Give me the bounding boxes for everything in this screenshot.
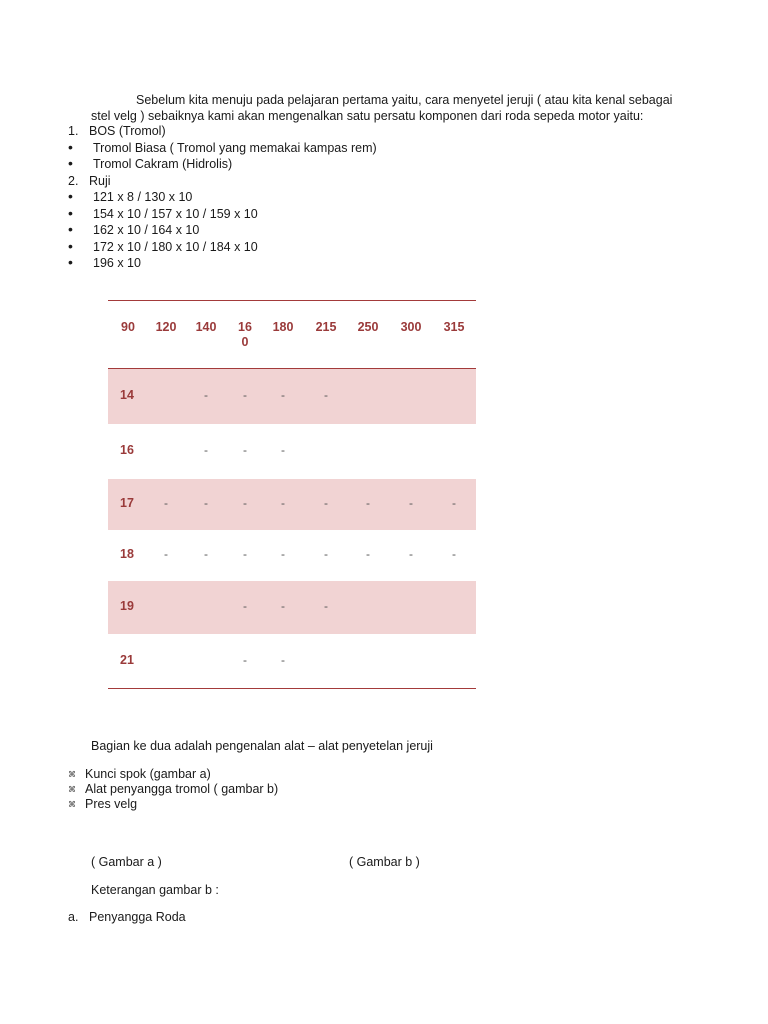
- bullet-icon: •: [68, 221, 73, 237]
- list-item-text: Ruji: [89, 173, 111, 188]
- table-row-label: 21: [120, 653, 134, 667]
- table-cell: -: [243, 653, 247, 667]
- table-cell: -: [281, 599, 285, 613]
- table-cell: -: [204, 443, 208, 457]
- list-item-text: 162 x 10 / 164 x 10: [93, 223, 200, 237]
- table-row: [108, 530, 476, 580]
- table-header-cell: 90: [121, 320, 135, 334]
- keterangan-heading: Keterangan gambar b :: [91, 883, 219, 897]
- table-row-label: 14: [120, 388, 134, 402]
- list-number: 2.: [68, 173, 79, 188]
- table-row: [108, 634, 476, 688]
- list-item-text: Tromol Cakram (Hidrolis): [93, 157, 233, 171]
- keterangan-item-mark: a.: [68, 910, 79, 924]
- table-cell: -: [281, 653, 285, 667]
- table-cell: -: [281, 443, 285, 457]
- table-cell: -: [452, 496, 456, 510]
- table-cell: -: [324, 496, 328, 510]
- table-header-cell: 16 0: [238, 320, 252, 349]
- table-cell: -: [281, 388, 285, 402]
- section-2-heading: Bagian ke dua adalah pengenalan alat – alat penyetelan jeruji: [91, 739, 433, 753]
- table-cell: -: [204, 496, 208, 510]
- list-item-text: Tromol Biasa ( Tromol yang memakai kampas rem): [93, 140, 377, 155]
- table-header-cell: 180: [272, 320, 294, 334]
- table-cell: -: [452, 547, 456, 561]
- tool-item-text: Alat penyangga tromol ( gambar b): [85, 782, 279, 796]
- tool-item-text: Pres velg: [85, 797, 138, 811]
- list-number: 1.: [68, 124, 79, 138]
- table-cell: -: [243, 388, 247, 402]
- table-cell: -: [366, 496, 370, 510]
- table-header-cell: 120: [155, 320, 177, 334]
- table-cell: -: [281, 496, 285, 510]
- bullet-icon: •: [68, 254, 73, 270]
- table-row: [108, 580, 476, 634]
- table-cell: -: [409, 547, 413, 561]
- intro-line-1: Sebelum kita menuju pada pelajaran pertama yaitu, cara menyetel jeruji ( atau kita kenal sebagai: [136, 93, 673, 107]
- table-cell: -: [281, 547, 285, 561]
- table-top-rule: [108, 300, 476, 301]
- table-cell: -: [324, 388, 328, 402]
- table-cell: -: [164, 547, 168, 561]
- list-item-text: 121 x 8 / 130 x 10: [93, 190, 193, 204]
- table-row: [108, 424, 476, 478]
- table-cell: -: [324, 599, 328, 613]
- bullet-icon: •: [68, 204, 73, 221]
- table-cell: -: [164, 496, 168, 510]
- table-header-cell: 315: [443, 320, 465, 334]
- table-header-cell: 215: [315, 320, 337, 334]
- list-item-text: 154 x 10 / 157 x 10 / 159 x 10: [93, 206, 258, 221]
- tool-bullet-icon: ⌘: [68, 800, 76, 809]
- table-cell: -: [409, 496, 413, 510]
- bullet-icon: •: [68, 155, 73, 171]
- table-cell: -: [366, 547, 370, 561]
- list-item-text: 196 x 10: [93, 256, 141, 270]
- tool-bullet-icon: ⌘: [68, 770, 76, 779]
- intro-line-2: stel velg ) sebaiknya kami akan mengenalkan satu persatu komponen dari roda sepeda motor yaitu:: [91, 109, 644, 123]
- keterangan-item-text: Penyangga Roda: [89, 910, 186, 924]
- table-header-cell: 250: [357, 320, 379, 334]
- caption-gambar-a: ( Gambar a ): [91, 855, 162, 869]
- table-cell: -: [243, 496, 247, 510]
- table-cell: -: [243, 599, 247, 613]
- bullet-icon: •: [68, 188, 73, 204]
- table-row: [108, 478, 476, 530]
- tool-item-text: Kunci spok (gambar a): [85, 767, 211, 781]
- tool-bullet-icon: ⌘: [68, 785, 76, 794]
- table-row: [108, 368, 476, 424]
- list-item-text: 172 x 10 / 180 x 10 / 184 x 10: [93, 239, 258, 254]
- table-row-label: 19: [120, 599, 134, 613]
- bullet-icon: •: [68, 138, 73, 155]
- table-cell: -: [324, 547, 328, 561]
- table-cell: -: [243, 443, 247, 457]
- table-header-cell: 140: [195, 320, 217, 334]
- list-item-text: BOS (Tromol): [89, 124, 166, 138]
- table-row-label: 17: [120, 496, 134, 510]
- table-cell: -: [243, 547, 247, 561]
- table-header-cell: 300: [400, 320, 422, 334]
- caption-gambar-b: ( Gambar b ): [349, 855, 420, 869]
- table-cell: -: [204, 388, 208, 402]
- table-cell: -: [204, 547, 208, 561]
- table-bottom-rule: [108, 688, 476, 689]
- bullet-icon: •: [68, 237, 73, 254]
- table-row-label: 16: [120, 443, 134, 457]
- table-row-label: 18: [120, 547, 134, 561]
